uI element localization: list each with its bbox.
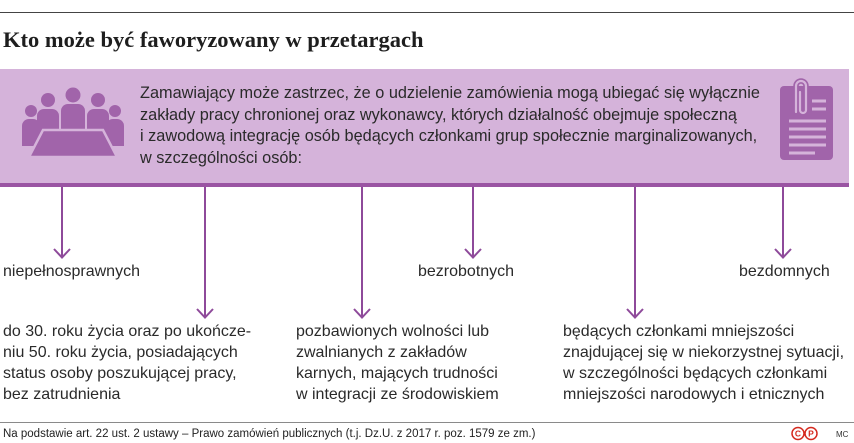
intro-text xyxy=(140,83,760,169)
target-group-minorities xyxy=(563,321,844,405)
target-group-line: niepełnosprawnych xyxy=(3,263,140,280)
arrow-down-icon xyxy=(775,187,791,258)
source-note: Na podstawie art. 22 ust. 2 ustawy – Prawo zamówień publicznych (t.j. Dz.U. z 2017 r. poz. 1579 ze zm.) xyxy=(3,428,536,440)
target-group-line: do 30. roku życia oraz po ukończe- xyxy=(3,323,252,340)
target-group-line: w szczególności będących członkami xyxy=(563,365,828,382)
target-group-line: bezrobotnych xyxy=(418,263,515,280)
intro-line: i zawodową integrację osób będących członkami grup społecznie marginalizowanych, xyxy=(140,127,758,145)
publisher-logo xyxy=(792,428,817,440)
target-group-homeless xyxy=(739,261,830,282)
target-group-line: bez zatrudnienia xyxy=(3,386,121,403)
arrow-down-icon xyxy=(354,187,370,318)
target-group-line: mniejszości narodowych i etnicznych xyxy=(563,386,825,403)
arrow-down-icon xyxy=(54,187,70,258)
logo-letter: C xyxy=(794,428,802,439)
target-group-prisoners xyxy=(296,321,499,405)
target-group-unemployed xyxy=(418,261,514,282)
target-group-line: będących członkami mniejszości xyxy=(563,323,795,340)
logo-letter: P xyxy=(808,428,814,439)
target-group-line: w integracji ze środowiskiem xyxy=(296,386,499,403)
intro-line: Zamawiający może zastrzec, że o udzielenie zamówienia mogą ubiegać się wyłącznie xyxy=(140,84,760,102)
intro-line: zakłady pracy chronionej oraz wykonawcy, których działalność obejmuje społeczną xyxy=(140,105,737,124)
page-title: Kto może być faworyzowany w przetargach xyxy=(3,27,424,52)
target-group-line: status osoby poszukującej pracy, xyxy=(3,365,237,382)
arrow-down-icon xyxy=(465,187,481,258)
footer-divider xyxy=(0,422,854,423)
target-group-line: znajdującej się w niekorzystnej sytuacji, xyxy=(563,344,845,361)
target-group-line: niu 50. roku życia, posiadających xyxy=(3,344,238,361)
arrow-down-icon xyxy=(197,187,213,318)
target-group-line: bezdomnych xyxy=(739,263,830,280)
target-group-age xyxy=(3,321,251,405)
top-divider xyxy=(0,12,854,13)
target-group-line: pozbawionych wolności lub xyxy=(296,323,489,340)
arrow-down-icon xyxy=(627,187,643,318)
target-group-line: zwalnianych z zakładów xyxy=(296,344,467,361)
intro-line: w szczególności osób: xyxy=(140,148,302,167)
target-group-disabled xyxy=(3,261,140,282)
target-group-line: karnych, mających trudności xyxy=(296,365,498,382)
author-initials: MC xyxy=(836,430,849,439)
